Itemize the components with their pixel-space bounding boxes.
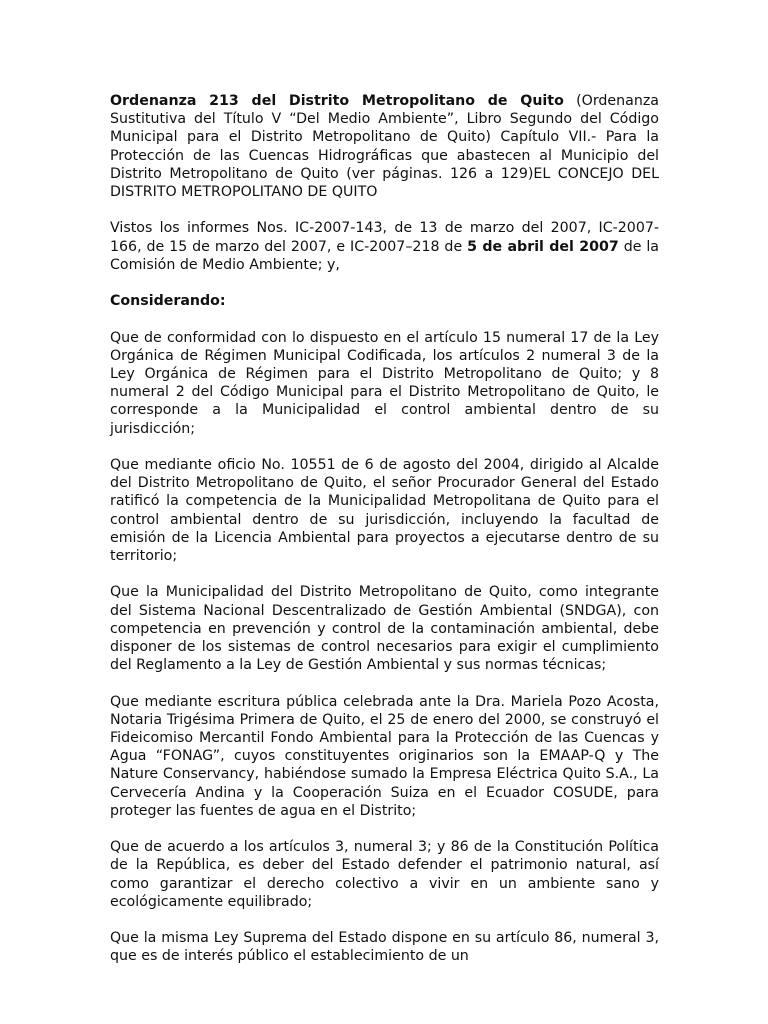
considerando-paragraph: Que la misma Ley Suprema del Estado dispone en su artículo 86, numeral 3, que es de interés público el establecimiento de un bbox=[110, 930, 659, 965]
ordinance-title: Ordenanza 213 del Distrito Metropolitano de Quito bbox=[110, 93, 564, 109]
ordinance-title-description: (Ordenanza Sustitutiva del Título V “Del Medio Ambiente”, Libro Segundo del Código Municipal para el Distrito Metropolitano de Quito) Capítulo VII.- Para la Protección de las Cuencas Hidrográficas que abastecen al Municipio del Distrito Metropolitano de Quito (ver páginas. 126 a 129)EL CONCEJO DEL DISTRITO METROPOLITANO DE QUITO bbox=[110, 93, 659, 201]
considerando-paragraph: Que mediante escritura pública celebrada ante la Dra. Mariela Pozo Acosta, Notaria Trigésima Primera de Quito, el 25 de enero del 2000, se construyó el Fideicomiso Mercantil Fondo Ambiental para la Protección de las Cuencas y Agua “FONAG”, cuyos constituyentes originarios son la EMAAP-Q y The Nature Conservancy, habiéndose sumado la Empresa Eléctrica Quito S.A., La Cervecería Andina y la Cooperación Suiza en el Ecuador COSUDE, para proteger las fuentes de agua en el Distrito; bbox=[110, 693, 659, 819]
considerando-heading: Considerando: bbox=[110, 293, 226, 310]
considerando-paragraph: Que de acuerdo a los artículos 3, numeral 3; y 86 de la Constitución Política de la República, es deber del Estado defender el patrimonio natural, así como garantizar el derecho colectivo a vivir en un ambiente sano y ecológicamente equilibrado; bbox=[110, 839, 659, 910]
vistos-paragraph bbox=[110, 219, 659, 274]
considerando-paragraph: Que mediante oficio No. 10551 de 6 de agosto del 2004, dirigido al Alcalde del Distrito Metropolitano de Quito, el señor Procurador General del Estado ratificó la competencia de la Municipalidad Metropolitana de Quito para el control ambiental dentro de su jurisdicción, incluyendo la facultad de emisión de la Licencia Ambiental para proyectos a ejecutarse dentro de su territorio; bbox=[110, 457, 659, 565]
vistos-bold-date: 5 de abril del 2007 bbox=[467, 238, 619, 255]
vistos-text-after: de la Comisión de Medio Ambiente; y, bbox=[110, 238, 659, 273]
considerando-paragraph: Que de conformidad con lo dispuesto en el artículo 15 numeral 17 de la Ley Orgánica de Régimen Municipal Codificada, los artículos 2 numeral 3 de la Ley Orgánica de Régimen para el Distrito Metropolitano de Quito; y 8 numeral 2 del Código Municipal para el Distrito Metropolitano de Quito, le corresponde a la Municipalidad el control ambiental dentro de su jurisdicción; bbox=[110, 329, 659, 437]
considerando-paragraph: Que la Municipalidad del Distrito Metropolitano de Quito, como integrante del Sistema Nacional Descentralizado de Gestión Ambiental (SNDGA), con competencia en prevención y control de la contaminación ambiental, debe disponer de los sistemas de control necesarios para exigir el cumplimiento del Reglamento a la Ley de Gestión Ambiental y sus normas técnicas; bbox=[110, 584, 659, 674]
intro-paragraph bbox=[110, 92, 659, 201]
vistos-text-before: Vistos los informes Nos. IC-2007-143, de 13 de marzo del 2007, IC-2007-166, de 15 de marzo del 2007, e IC-2007–218 de bbox=[110, 220, 659, 255]
document-body bbox=[110, 92, 659, 984]
